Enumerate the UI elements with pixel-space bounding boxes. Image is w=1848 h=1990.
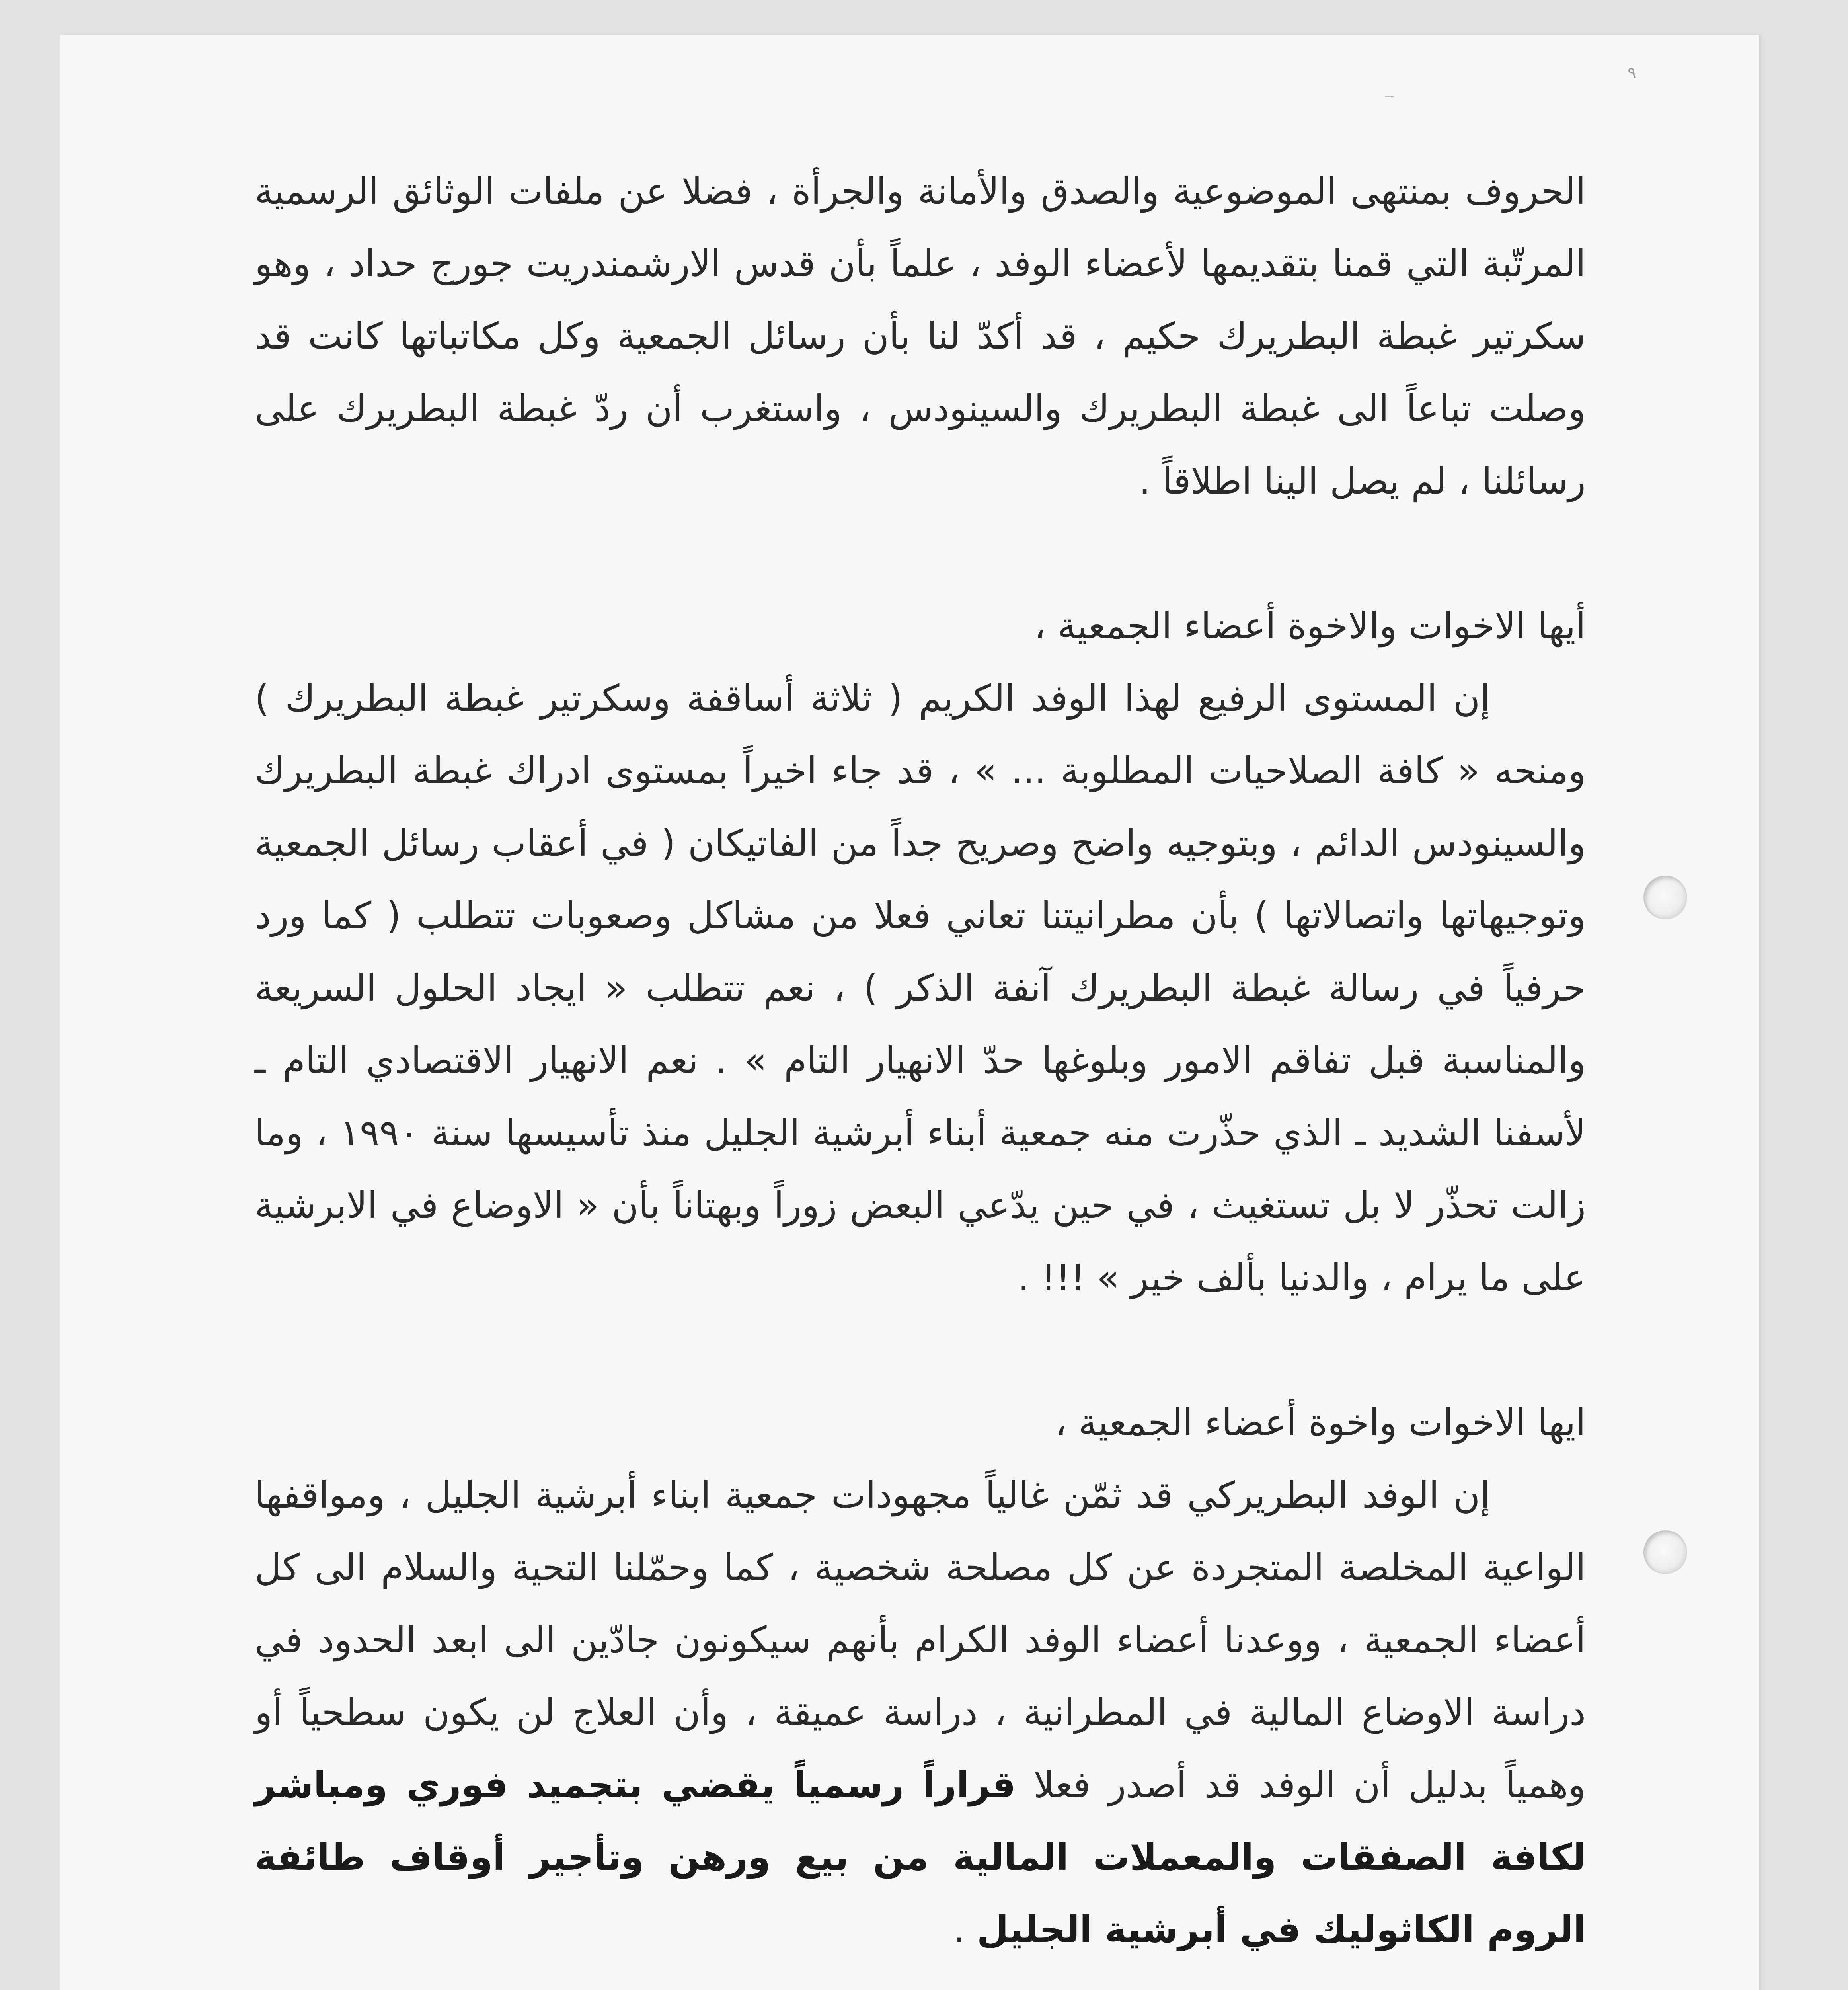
- section-heading: ايها الاخوات واخوة أعضاء الجمعية ،: [1055, 1401, 1586, 1444]
- section-heading: أيها الاخوات والاخوة أعضاء الجمعية ،: [1034, 605, 1586, 647]
- punch-hole-icon: [1643, 876, 1687, 919]
- punch-hole-icon: [1643, 1530, 1687, 1574]
- corner-mark: ٩: [1628, 64, 1636, 82]
- page-edge: [1759, 35, 1761, 1990]
- paragraph-gap: [255, 1314, 1586, 1387]
- paragraph-gap: [255, 517, 1586, 590]
- section-paragraph: [255, 1459, 1586, 1966]
- paragraph-text: إن الوفد البطريركي قد ثمّن غالياً مجهودات جمعية ابناء أبرشية الجليل ، ومواقفها الواعية المخلصة المتجردة عن كل مصلحة شخصية ، كما وحمّلنا التحية والسلام الى كل أعضاء الجمعية ، ووعدنا أعضاء الوفد الكرام بأنهم سيكونون جادّين الى ابعد الحدود في دراسة الاوضاع المالية في المطرانية ، دراسة عميقة ، وأن العلاج لن يكون سطحياً أو وهمياً بدليل أن الوفد قد أصدر فعلا: [255, 1474, 1586, 1806]
- section-paragraph: إن المستوى الرفيع لهذا الوفد الكريم ( ثلاثة أساقفة وسكرتير غبطة البطريرك ) ومنحه « كافة الصلاحيات المطلوبة ... » ، قد جاء اخيراً بمستوى ادراك غبطة البطريرك والسينودس الدائم ، وبتوجيه واضح وصريح جداً من الفاتيكان ( في أعقاب رسائل الجمعية وتوجيهاتها واتصالاتها ) بأن مطرانيتنا تعاني فعلا من مشاكل وصعوبات تتطلب ( كما ورد حرفياً في رسالة غبطة البطريرك آنفة الذكر ) ، نعم تتطلب « ايجاد الحلول السريعة والمناسبة قبل تفاقم الامور وبلوغها حدّ الانهيار التام » . نعم الانهيار الاقتصادي التام ـ لأسفنا الشديد ـ الذي حذّرت منه جمعية أبناء أبرشية الجليل منذ تأسيسها سنة ١٩٩٠ ، وما زالت تحذّر لا بل تستغيث ، في حين يدّعي البعض زوراً وبهتاناً بأن « الاوضاع في الابرشية على ما يرام ، والدنيا بألف خير » !!! .: [255, 677, 1586, 1299]
- paragraph-end: .: [953, 1908, 977, 1951]
- paragraph-continuation: الحروف بمنتهى الموضوعية والصدق والأمانة والجرأة ، فضلا عن ملفات الوثائق الرسمية المرتّبة التي قمنا بتقديمها لأعضاء الوفد ، علماً بأن قدس الارشمندريت جورج حداد ، وهو سكرتير غبطة البطريرك حكيم ، قد أكدّ لنا بأن رسائل الجمعية وكل مكاتباتها كانت قد وصلت تباعاً الى غبطة البطريرك والسينودس ، واستغرب أن ردّ غبطة البطريرك على رسائلنا ، لم يصل الينا اطلاقاً .: [255, 170, 1586, 502]
- document-text: [255, 155, 1586, 1966]
- corner-dash: [1385, 96, 1394, 97]
- bold-decision-text: قراراً رسمياً يقضي بتجميد فوري ومباشر لكافة الصفقات والمعملات المالية من بيع ورهن وتأجير أوقاف طائفة الروم الكاثوليك في أبرشية الجليل: [255, 1764, 1586, 1951]
